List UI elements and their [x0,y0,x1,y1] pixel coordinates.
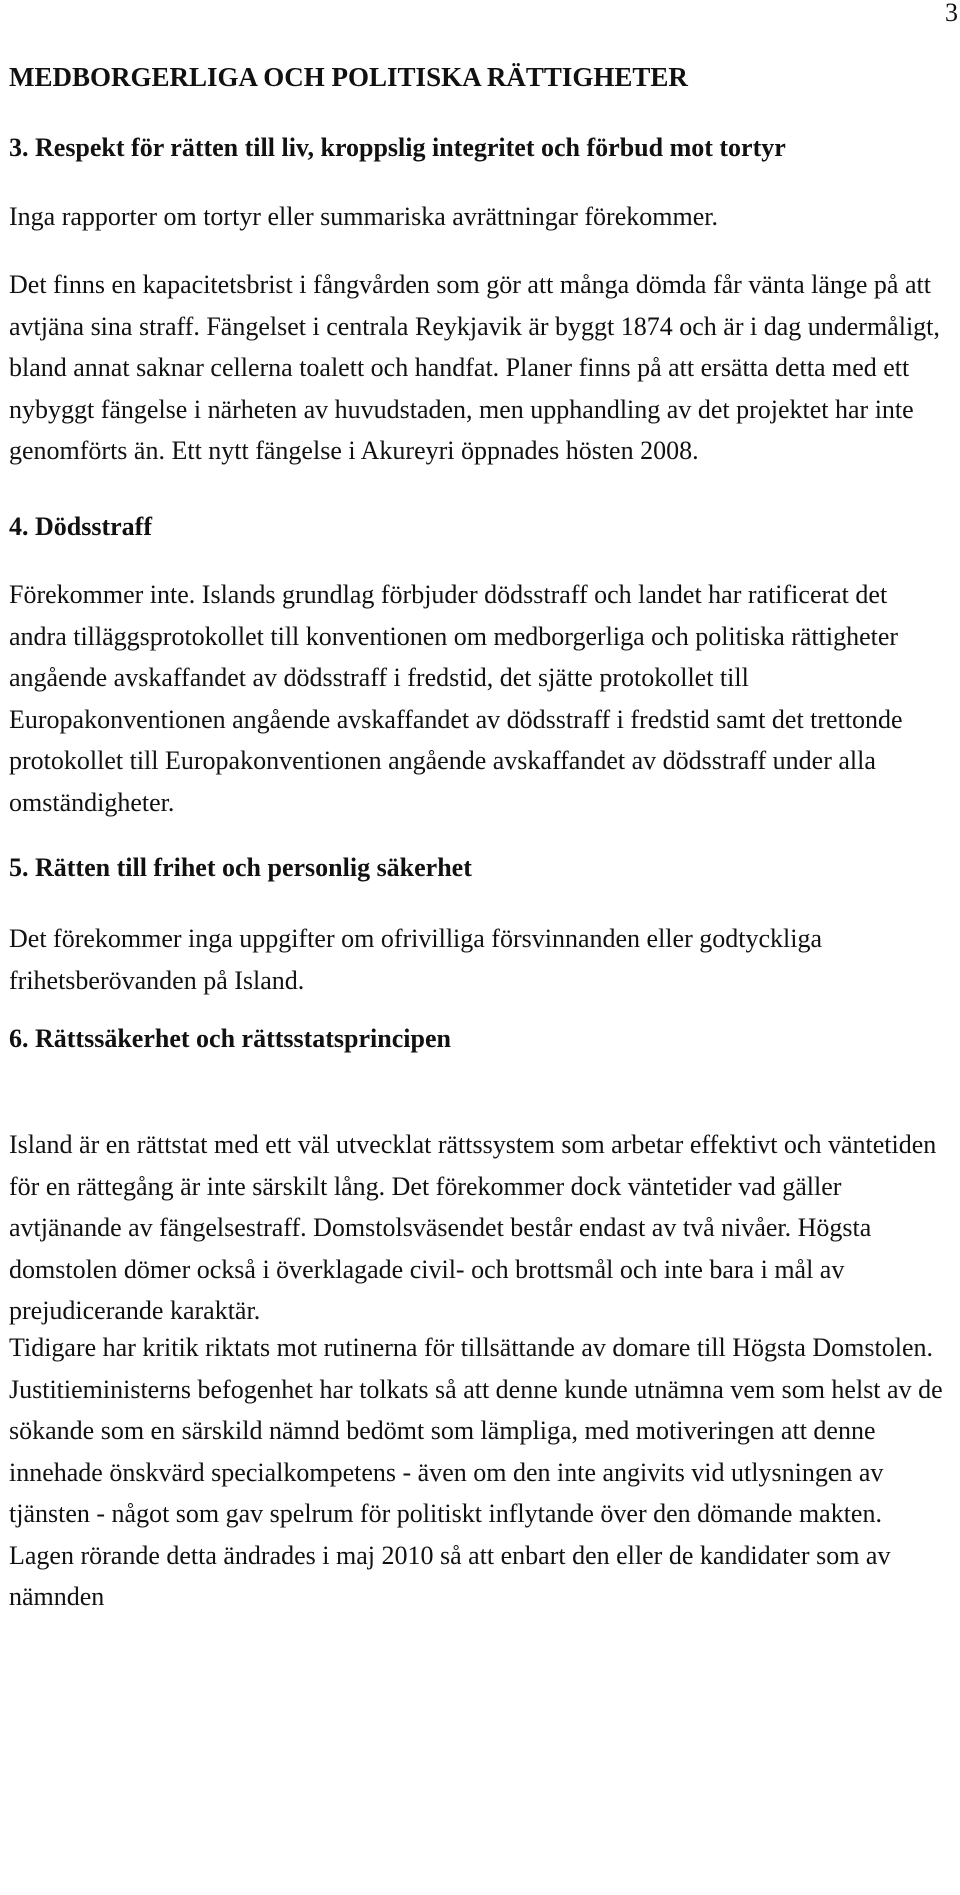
paragraph-3-1: Inga rapporter om tortyr eller summariska avrättningar förekommer. [9,202,718,231]
paragraph-5-1: Det förekommer inga uppgifter om ofrivilliga försvinnanden eller godtyckliga frihetsberövanden på Island. [9,924,822,995]
paragraph-3-2: Det finns en kapacitetsbrist i fångvården som gör att många dömda får vänta länge på att avtjäna sina straff. Fängelset i centrala Reykjavik är byggt 1874 och är i dag undermåligt, bland annat saknar cellerna toalett och handfat. Planer finns på att ersätta detta med ett nybyggt fängelse i närheten av huvudstaden, men upphandling av det projektet har inte genomförts än. Ett nytt fängelse i Akureyri öppnades hösten 2008. [9,270,940,465]
page-number: 3 [945,0,958,27]
paragraph-6-2: Tidigare har kritik riktats mot rutinerna för tillsättande av domare till Högsta Domstolen. Justitieministerns befogenhet har tolkats så att denne kunde utnämna vem som helst av de sökande som en särskild nämnd bedömt som lämpliga, med motiveringen att denne innehade önskvärd specialkompetens - även om den inte angivits vid utlysningen av tjänsten - något som gav spelrum för politiskt inflytande över den dömande makten. Lagen rörande detta ändrades i maj 2010 så att enbart den eller de kandidater som av nämnden [9,1333,943,1611]
heading-5: 5. Rätten till frihet och personlig säkerhet [9,853,472,882]
heading-4: 4. Dödsstraff [9,512,152,541]
paragraph-4-1: Förekommer inte. Islands grundlag förbjuder dödsstraff och landet har ratificerat det andra tilläggsprotokollet till konventionen om medborgerliga och politiska rättigheter angående avskaffandet av dödsstraff i fredstid, det sjätte protokollet till Europakonventionen angående avskaffandet av dödsstraff i fredstid samt det trettonde protokollet till Europakonventionen angående avskaffandet av dödsstraff under alla omständigheter. [9,580,903,817]
heading-6: 6. Rättssäkerhet och rättsstatsprincipen [9,1024,451,1053]
section-title: MEDBORGERLIGA OCH POLITISKA RÄTTIGHETER [9,62,688,92]
heading-3: 3. Respekt för rätten till liv, kroppslig integritet och förbud mot tortyr [9,133,786,162]
paragraph-6-1: Island är en rättstat med ett väl utvecklat rättssystem som arbetar effektivt och väntetiden för en rättegång är inte särskilt lång. Det förekommer dock väntetider vad gäller avtjänande av fängelsestraff. Domstolsväsendet består endast av två nivåer. Högsta domstolen dömer också i överklagade civil- och brottsmål och inte bara i mål av prejudicerande karaktär. [9,1130,937,1325]
